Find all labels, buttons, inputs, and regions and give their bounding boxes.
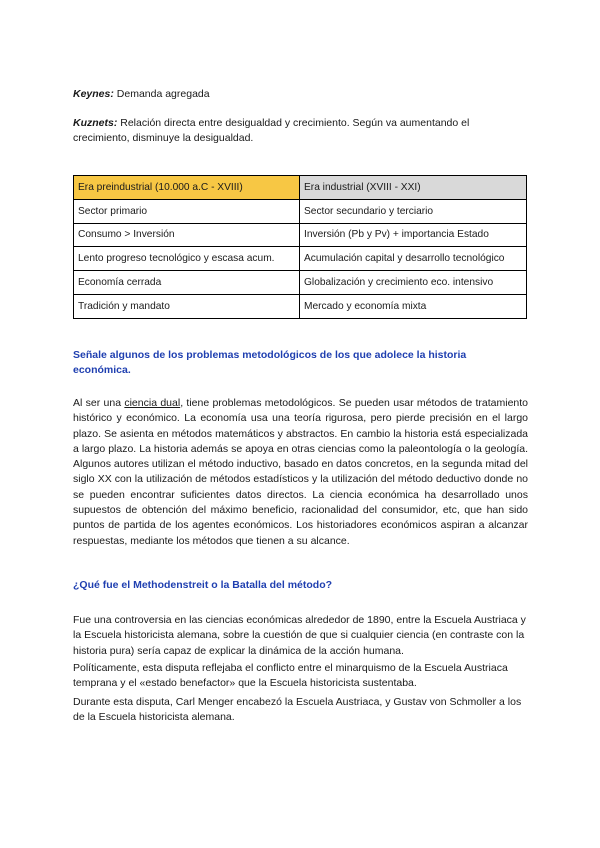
keynes-term: Keynes: bbox=[73, 88, 114, 100]
methodenstreit-paragraph-2: Políticamente, esta disputa reflejaba el conflicto entre el minarquismo de la Escuela Austriaca temprana y el «estado benefactor» que la Escuela historicista sustentaba. bbox=[73, 662, 508, 690]
kuznets-text: Relación directa entre desigualdad y crecimiento. Según va aumentando el bbox=[117, 117, 470, 129]
kuznets-line-2: crecimiento, disminuye la desigualdad. bbox=[73, 132, 254, 144]
table-cell: Sector secundario y terciario bbox=[300, 199, 527, 223]
table-row bbox=[74, 271, 527, 295]
ciencia-dual-link[interactable]: ciencia dual bbox=[124, 397, 181, 409]
table-row bbox=[74, 223, 527, 247]
table-cell: Inversión (Pb y Pv) + importancia Estado bbox=[300, 223, 527, 247]
table-cell: Sector primario bbox=[74, 199, 300, 223]
table-cell: Globalización y crecimiento eco. intensivo bbox=[300, 271, 527, 295]
table-cell: Mercado y economía mixta bbox=[300, 294, 527, 318]
table-cell: Economía cerrada bbox=[74, 271, 300, 295]
table-cell: Lento progreso tecnológico y escasa acum. bbox=[74, 247, 300, 271]
table-header-cell: Era preindustrial (10.000 a.C - XVIII) bbox=[74, 176, 300, 200]
keynes-line bbox=[73, 87, 210, 102]
methodenstreit-paragraph-3: Durante esta disputa, Carl Menger encabezó la Escuela Austriaca, y Gustav von Schmoller a los de la Escuela historicista alemana. bbox=[73, 696, 522, 724]
section-heading-methodenstreit: ¿Qué fue el Methodenstreit o la Batalla del método? bbox=[73, 579, 333, 591]
table-header-cell: Era industrial (XVIII - XXI) bbox=[300, 176, 527, 200]
kuznets-term: Kuznets: bbox=[73, 117, 118, 129]
methodology-paragraph bbox=[73, 396, 528, 549]
table-row bbox=[74, 199, 527, 223]
kuznets-line-1 bbox=[73, 116, 469, 131]
table-cell: Consumo > Inversión bbox=[74, 223, 300, 247]
keynes-text: Demanda agregada bbox=[113, 88, 210, 100]
section-heading-methodology: Señale algunos de los problemas metodológicos de los que adolece la historia económica. bbox=[73, 349, 467, 377]
table-cell: Acumulación capital y desarrollo tecnológico bbox=[300, 247, 527, 271]
table-row bbox=[74, 247, 527, 271]
table-cell: Tradición y mandato bbox=[74, 294, 300, 318]
table-header-row bbox=[74, 176, 527, 200]
paragraph-text: Al ser una bbox=[73, 397, 125, 409]
table-row bbox=[74, 294, 527, 318]
paragraph-text: , tiene problemas metodológicos. Se pueden usar métodos de tratamiento histórico y económico. La economía usa una teoría rigurosa, pero pierde precisión en el largo plazo. Se asienta en métodos matemáticos y abstractos. En cambio la historia está especializada a largo plazo. La historia además se apoya en otras ciencias como la paleontología o la geología. Algunos autores utilizan el método inductivo, basado en datos concretos, en la segunda mitad del siglo XX con la utilización de métodos estadísticos y la utilización del método deductivo donde no se pueden encontrar suficientes datos directos. La ciencia económica ha desarrollado unos supuestos de obtención del máximo beneficio, racionalidad del consumidor, etc, que han sido puntos de partida de los agentes económicos. Los historiadores económicos aspiran a alcanzar respuestas, mediante los métodos que tienen a su alcance. bbox=[73, 397, 528, 547]
eras-table bbox=[73, 175, 527, 319]
methodenstreit-paragraph-1: Fue una controversia en las ciencias económicas alrededor de 1890, entre la Escuela Austriaca y la Escuela historicista alemana, sobre la cuestión de que si cualquier ciencia (en contraste con la historia pura) sería capaz de explicar la dinámica de la acción humana. bbox=[73, 614, 526, 657]
